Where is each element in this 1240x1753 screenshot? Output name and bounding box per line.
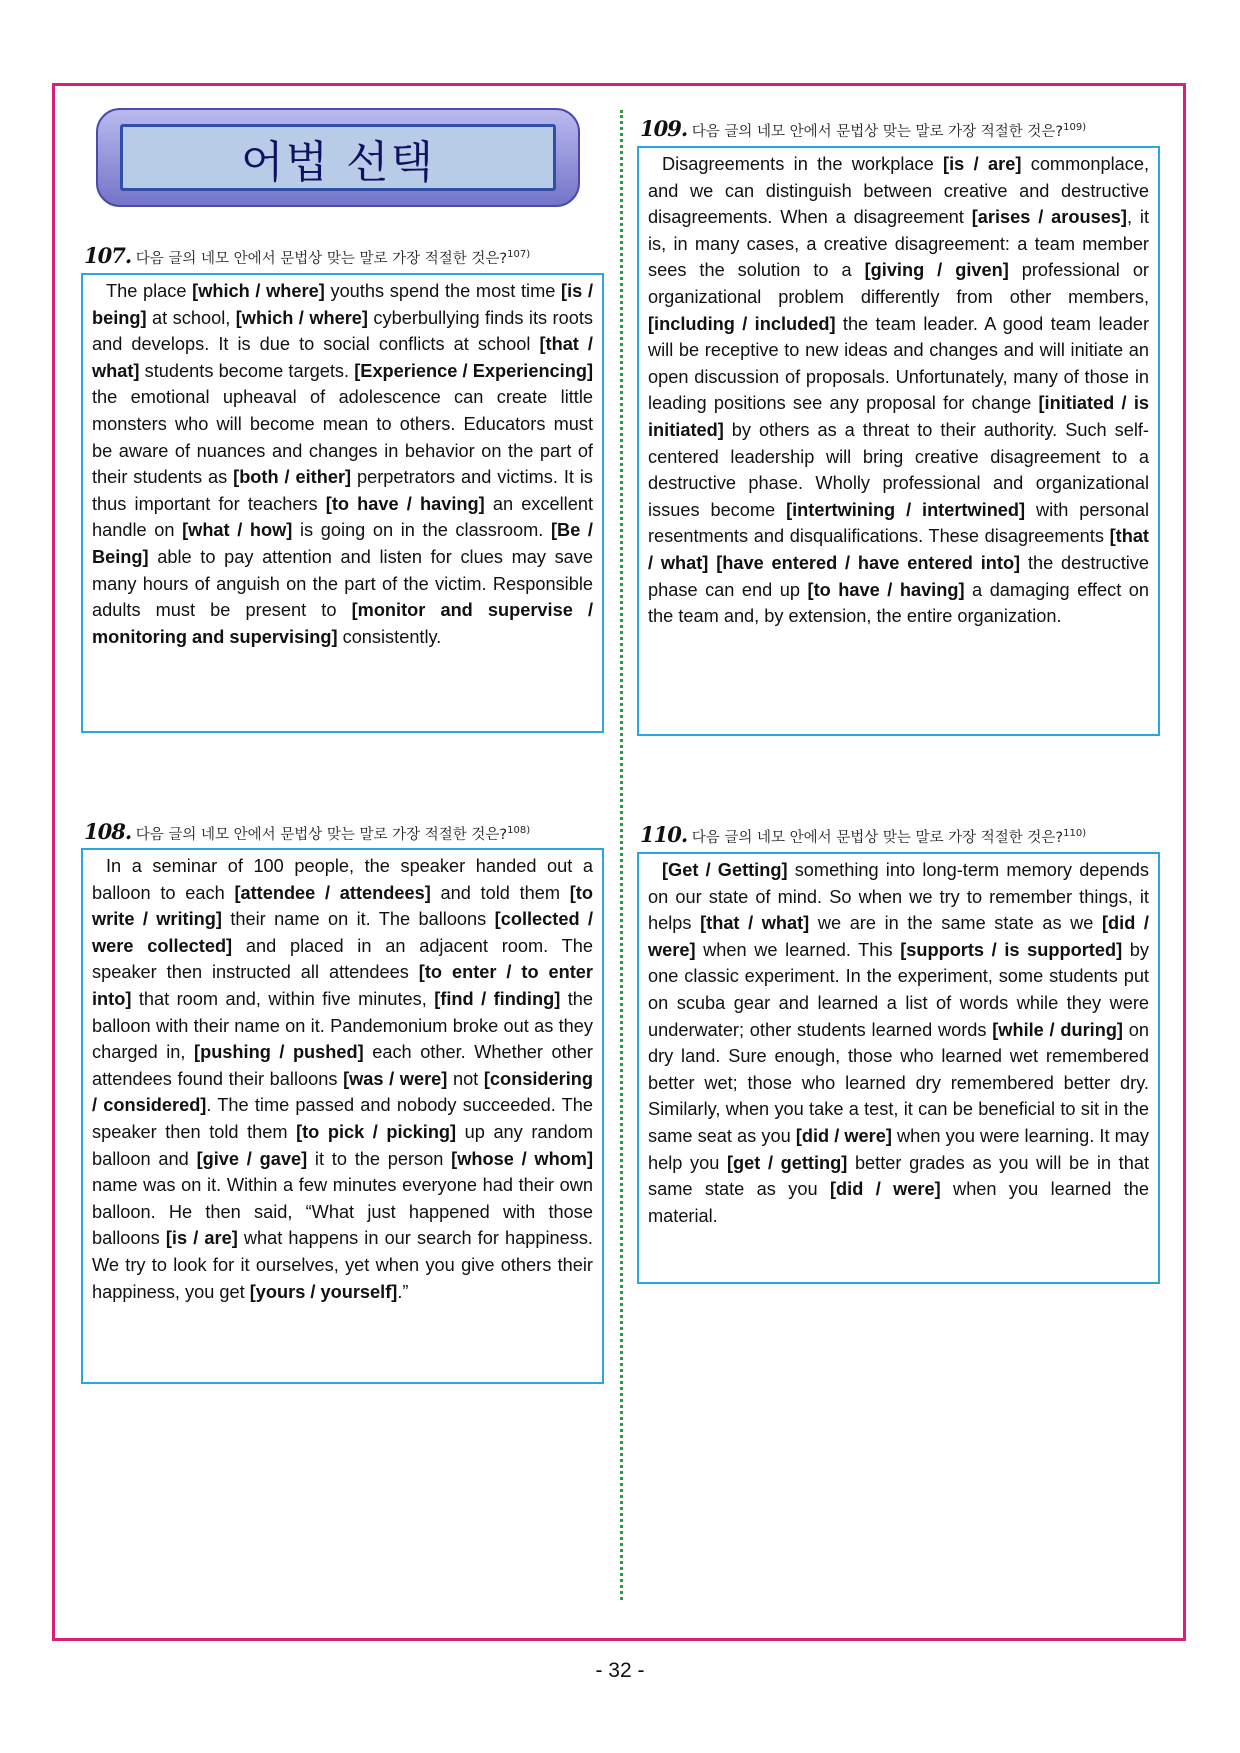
grammar-choice: [both / either] xyxy=(233,467,352,488)
passage-segment: it to the person xyxy=(307,1148,452,1169)
passage-segment: and told them xyxy=(430,882,570,903)
grammar-choice: [collected / were collected] xyxy=(92,909,593,956)
grammar-choice: [to pick / picking] xyxy=(296,1121,457,1142)
grammar-choice: [have entered / have entered into] xyxy=(716,552,1021,573)
passage-segment: better grades as you will be in that same state as you xyxy=(648,1152,1149,1200)
question-number: 107. xyxy=(84,243,132,268)
grammar-choice: [giving / given] xyxy=(864,260,1009,281)
passage-segment: consistently. xyxy=(337,626,442,647)
grammar-choice: [pushing / pushed] xyxy=(194,1042,364,1063)
question-header-110 xyxy=(640,822,1086,847)
passage-segment: on dry land. Sure enough, those who learned wet remembered better wet; those who learned dry remembered better dry. Similarly, when you take a test, it can be beneficial to sit in the same seat as you xyxy=(648,1019,1149,1146)
grammar-choice: [Experience / Experiencing] xyxy=(354,360,594,381)
grammar-choice: [is / are] xyxy=(165,1228,238,1249)
grammar-choice: [did / were] xyxy=(795,1125,892,1146)
passage-segment: their name on it. The balloons xyxy=(221,909,495,930)
grammar-choice: [yours / yourself] xyxy=(249,1281,398,1302)
passage-box-109 xyxy=(637,146,1160,736)
grammar-choice: [give / gave] xyxy=(196,1148,308,1169)
grammar-choice: [find / finding] xyxy=(434,988,561,1009)
passage-segment: that room and, within five minutes, xyxy=(131,988,435,1009)
passage-segment: when you were learning. It may help you xyxy=(648,1125,1150,1173)
grammar-choice: [including / included] xyxy=(648,313,836,334)
passage-segment: is going on in the classroom. xyxy=(292,520,551,541)
passage-body xyxy=(92,281,593,647)
grammar-choice: [attendee / attendees] xyxy=(234,882,431,903)
grammar-choice: [whose / whom] xyxy=(451,1148,594,1169)
passage-text xyxy=(92,278,593,650)
grammar-choice: [which / where] xyxy=(235,307,368,328)
passage-segment: the emotional upheaval of adolescence can create little monsters who will become mean to others. Educators must be aware of nuances and changes in behavior on the part of their students as xyxy=(92,387,593,488)
grammar-choice: [supports / is supported] xyxy=(900,939,1123,960)
passage-segment: students become targets. xyxy=(139,360,355,381)
grammar-choice: [initiated / is initiated] xyxy=(648,393,1149,440)
passage-segment: an excellent handle on xyxy=(92,493,593,541)
passage-segment: by others as a threat to their authority. Such self-centered leadership will bring creative disagreement to a destructive phase. Wholly professional and organizational issues become xyxy=(648,419,1149,520)
passage-segment: The place xyxy=(106,281,193,301)
grammar-choice: [monitor and supervise / monitoring and supervising] xyxy=(92,600,593,647)
passage-text xyxy=(92,853,593,1305)
grammar-choice: [what / how] xyxy=(182,520,293,541)
passage-body xyxy=(648,860,1149,1226)
passage-segment: Disagreements in the workplace xyxy=(662,154,944,174)
question-number: 108. xyxy=(84,819,132,844)
question-footnote: 109) xyxy=(1063,122,1087,134)
passage-segment: the balloon with their name on it. Pandemonium broke out as they charged in, xyxy=(92,988,593,1063)
passage-box-110 xyxy=(637,852,1160,1284)
passage-segment: able to pay attention and listen for clues may save many hours of anguish on the part of the victim. Responsible adults must be present to xyxy=(92,546,593,621)
passage-segment: perpetrators and victims. It is thus important for teachers xyxy=(92,467,594,514)
question-instruction: 다음 글의 네모 안에서 문법상 맞는 말로 가장 적절한 것은? xyxy=(691,830,1064,846)
grammar-choice: [that / what] xyxy=(700,913,810,934)
passage-segment: and placed in an adjacent room. The speaker then instructed all attendees xyxy=(92,935,593,983)
grammar-choice: [is / being] xyxy=(92,281,593,328)
passage-segment: with personal resentments and disqualifications. These disagreements xyxy=(648,499,1150,547)
passage-body xyxy=(648,154,1149,626)
grammar-choice: [while / during] xyxy=(992,1019,1123,1040)
passage-box-107 xyxy=(81,273,604,733)
column-divider xyxy=(620,110,623,1600)
passage-body xyxy=(92,856,593,1302)
grammar-choice: [considering / considered] xyxy=(92,1068,594,1116)
grammar-choice: [that / what] xyxy=(648,526,1149,573)
question-header-109 xyxy=(640,116,1086,141)
grammar-choice: [which / where] xyxy=(192,281,325,301)
passage-segment: a damaging effect on the team and, by extension, the entire organization. xyxy=(648,579,1150,627)
passage-segment: when you learned the material. xyxy=(648,1179,1149,1226)
section-title: 어법 선택 xyxy=(240,136,435,188)
passage-segment: at school, xyxy=(146,307,236,328)
grammar-choice: [Be / Being] xyxy=(92,520,593,567)
grammar-choice: [to enter / to enter into] xyxy=(92,962,593,1009)
passage-segment: In a seminar of 100 people, the speaker handed out a balloon to each xyxy=(92,856,593,903)
passage-text xyxy=(648,151,1149,630)
grammar-choice: [to have / having] xyxy=(325,493,485,514)
passage-text xyxy=(648,857,1149,1229)
passage-segment: name was on it. Within a few minutes everyone had their own balloon. He then said, “What just happened with those balloons xyxy=(92,1175,593,1249)
grammar-choice: [to have / having] xyxy=(807,579,965,600)
grammar-choice: [was / were] xyxy=(343,1068,448,1089)
grammar-choice: [did / were] xyxy=(648,913,1149,960)
grammar-choice: [to write / writing] xyxy=(92,882,593,930)
question-number: 110. xyxy=(640,822,688,847)
passage-segment: not xyxy=(447,1068,484,1089)
passage-segment: when we learned. This xyxy=(695,939,901,960)
passage-segment: . The time passed and nobody succeeded. The speaker then told them xyxy=(92,1095,593,1142)
grammar-choice: [that / what] xyxy=(92,334,593,381)
passage-segment: professional or organizational problem differently from other members, xyxy=(648,260,1149,307)
question-number: 109. xyxy=(640,116,688,141)
grammar-choice: [Get / Getting] xyxy=(662,860,788,880)
page-number: - 32 - xyxy=(595,1659,645,1682)
grammar-choice: [intertwining / intertwined] xyxy=(786,499,1026,520)
passage-segment: the team leader. A good team leader will be receptive to new ideas and changes and will initiate an open discussion of proposals. Unfortunately, many of those in leading positions see any proposal for change xyxy=(648,313,1149,414)
grammar-choice: [arises / arouses] xyxy=(971,207,1127,228)
question-instruction: 다음 글의 네모 안에서 문법상 맞는 말로 가장 적절한 것은? xyxy=(691,124,1064,140)
question-instruction: 다음 글의 네모 안에서 문법상 맞는 말로 가장 적절한 것은? xyxy=(135,827,508,843)
question-footnote: 108) xyxy=(507,825,531,837)
grammar-choice: [is / are] xyxy=(943,154,1022,174)
passage-segment: up any random balloon and xyxy=(92,1121,593,1169)
question-footnote: 107) xyxy=(507,249,531,261)
passage-box-108 xyxy=(81,848,604,1384)
grammar-choice: [did / were] xyxy=(830,1179,941,1200)
passage-segment: what happens in our search for happiness. We try to look for it ourselves, yet when you give others their happiness, you get xyxy=(92,1228,593,1302)
passage-segment: something into long-term memory depends on our state of mind. So when we try to remember things, it helps xyxy=(648,860,1149,934)
passage-segment: by one classic experiment. In the experiment, some students put on scuba gear and learned a list of words while they were underwater; other students learned words xyxy=(648,939,1149,1040)
passage-segment: cyberbullying finds its roots and develops. It is due to social conflicts at school xyxy=(92,307,593,355)
passage-segment: commonplace, and we can distinguish between creative and destructive disagreements. When a disagreement xyxy=(648,154,1149,228)
question-header-108 xyxy=(84,819,530,844)
passage-segment: youths spend the most time xyxy=(324,281,562,301)
section-title-plate xyxy=(120,124,556,191)
passage-segment: each other. Whether other attendees found their balloons xyxy=(92,1042,593,1089)
passage-segment: , it is, in many cases, a creative disagreement: a team member sees the solution to a xyxy=(648,207,1150,281)
section-title-banner xyxy=(96,108,580,207)
question-instruction: 다음 글의 네모 안에서 문법상 맞는 말로 가장 적절한 것은? xyxy=(135,251,508,267)
passage-segment: .” xyxy=(397,1281,409,1302)
question-header-107 xyxy=(84,243,530,268)
passage-segment: the destructive phase can end up xyxy=(648,552,1149,600)
question-footnote: 110) xyxy=(1063,828,1087,840)
passage-segment: we are in the same state as we xyxy=(809,913,1102,934)
grammar-choice: [get / getting] xyxy=(726,1152,848,1173)
